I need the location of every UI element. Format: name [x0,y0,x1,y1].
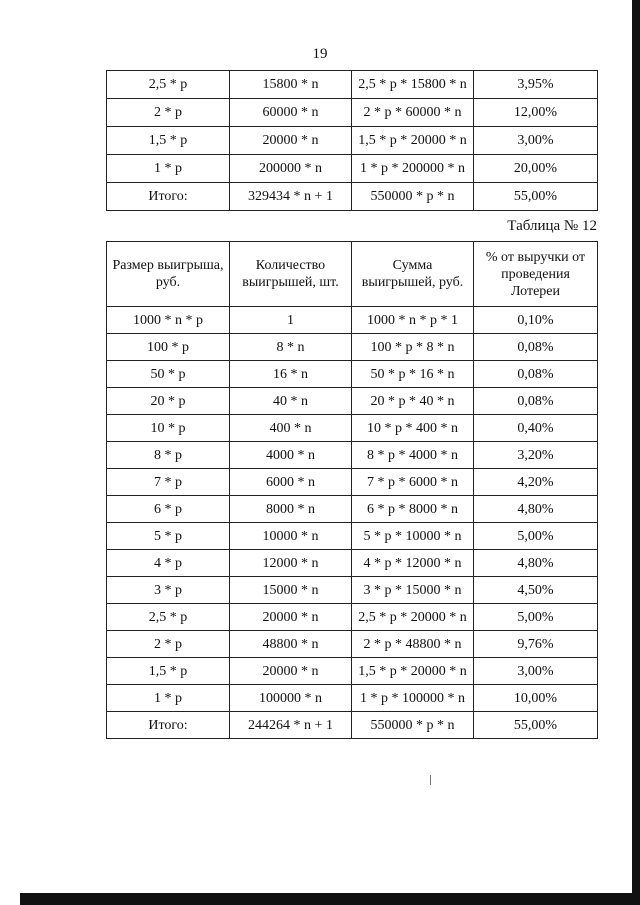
prize-count-cell: 6000 * n [230,469,352,496]
prize-sum-cell: 4 * p * 12000 * n [352,550,474,577]
prize-count-cell: 15800 * n [230,71,352,99]
header-line: выигрышей, шт. [242,275,339,290]
table-caption: Таблица № 12 [507,218,597,234]
prize-sum-cell: 2,5 * p * 20000 * n [352,604,474,631]
header-line: Размер выигрыша, [112,258,224,273]
revenue-percent-cell: 0,08% [474,334,598,361]
prize-size-cell: 20 * p [107,388,230,415]
prize-sum-cell: 7 * p * 6000 * n [352,469,474,496]
prize-size-cell: 8 * p [107,442,230,469]
prize-count-cell: 1 [230,307,352,334]
table-row [107,183,598,211]
prize-size-cell: 5 * p [107,523,230,550]
prize-count-cell: 20000 * n [230,604,352,631]
table-row [107,712,598,739]
revenue-percent-cell: 4,80% [474,550,598,577]
header-line: Количество [255,258,326,273]
table-row [107,307,598,334]
prize-count-cell: 100000 * n [230,685,352,712]
prize-count-cell: 60000 * n [230,99,352,127]
revenue-percent-cell: 0,08% [474,388,598,415]
revenue-percent-cell: 3,20% [474,442,598,469]
table-row [107,415,598,442]
header-line: проведения [501,266,570,282]
table-row [107,388,598,415]
prize-count-cell: 12000 * n [230,550,352,577]
header-prize-count [230,242,352,307]
prize-size-cell: Итого: [107,183,230,211]
prize-sum-cell: 20 * p * 40 * n [352,388,474,415]
prize-size-cell: 1,5 * p [107,127,230,155]
prize-count-cell: 16 * n [230,361,352,388]
prize-sum-cell: 8 * p * 4000 * n [352,442,474,469]
table-row [107,155,598,183]
prize-count-cell: 400 * n [230,415,352,442]
prize-sum-cell: 550000 * p * n [352,183,474,211]
prize-count-cell: 20000 * n [230,658,352,685]
revenue-percent-cell: 4,20% [474,469,598,496]
table-row [107,71,598,99]
prize-sum-cell: 1,5 * p * 20000 * n [352,658,474,685]
table-row [107,577,598,604]
scan-edge-bottom [20,893,640,905]
table-row [107,99,598,127]
header-revenue-percent [474,242,598,307]
header-prize-size [107,242,230,307]
revenue-percent-cell: 4,80% [474,496,598,523]
revenue-percent-cell: 9,76% [474,631,598,658]
header-line: Сумма [392,258,433,273]
table-row [107,442,598,469]
table-row [107,550,598,577]
prize-sum-cell: 1000 * n * p * 1 [352,307,474,334]
revenue-percent-cell: 55,00% [474,183,598,211]
prize-count-cell: 10000 * n [230,523,352,550]
page-number: 19 [312,46,328,62]
prize-sum-cell: 3 * p * 15000 * n [352,577,474,604]
scan-edge-right [632,0,640,905]
prize-sum-cell: 100 * p * 8 * n [352,334,474,361]
prize-size-cell: 4 * p [107,550,230,577]
prize-count-cell: 48800 * n [230,631,352,658]
table-row [107,631,598,658]
table-row [107,523,598,550]
prize-sum-cell: 2 * p * 48800 * n [352,631,474,658]
revenue-percent-cell: 10,00% [474,685,598,712]
prize-size-cell: 2,5 * p [107,71,230,99]
table-row [107,496,598,523]
prize-sum-cell: 50 * p * 16 * n [352,361,474,388]
prize-sum-cell: 10 * p * 400 * n [352,415,474,442]
prize-sum-cell: 1,5 * p * 20000 * n [352,127,474,155]
prize-size-cell: 1 * p [107,155,230,183]
scan-mark [430,775,431,785]
prize-size-cell: 100 * p [107,334,230,361]
prize-sum-cell: 1 * p * 100000 * n [352,685,474,712]
table-header-row [107,242,598,307]
prize-count-cell: 15000 * n [230,577,352,604]
prize-sum-cell: 2,5 * p * 15800 * n [352,71,474,99]
header-line: Лотереи [511,283,560,299]
prize-sum-cell: 6 * p * 8000 * n [352,496,474,523]
prize-size-cell: 1000 * n * p [107,307,230,334]
prize-size-cell: 1 * p [107,685,230,712]
prize-size-cell: 50 * p [107,361,230,388]
prize-sum-cell: 1 * p * 200000 * n [352,155,474,183]
table-row [107,604,598,631]
prize-count-cell: 200000 * n [230,155,352,183]
prize-sum-cell: 5 * p * 10000 * n [352,523,474,550]
revenue-percent-cell: 5,00% [474,604,598,631]
prize-count-cell: 329434 * n + 1 [230,183,352,211]
prize-count-cell: 4000 * n [230,442,352,469]
prize-size-cell: 1,5 * p [107,658,230,685]
prize-count-cell: 244264 * n + 1 [230,712,352,739]
prize-count-cell: 20000 * n [230,127,352,155]
prize-size-cell: 7 * p [107,469,230,496]
prize-size-cell: 6 * p [107,496,230,523]
table-row [107,685,598,712]
revenue-percent-cell: 12,00% [474,99,598,127]
revenue-percent-cell: 5,00% [474,523,598,550]
prize-count-cell: 8 * n [230,334,352,361]
table-continuation [106,70,598,211]
table-12 [106,241,598,739]
prize-size-cell: 2,5 * p [107,604,230,631]
table-row [107,469,598,496]
revenue-percent-cell: 0,08% [474,361,598,388]
revenue-percent-cell: 55,00% [474,712,598,739]
prize-size-cell: 2 * p [107,99,230,127]
header-line: выигрышей, руб. [361,275,464,290]
table-row [107,334,598,361]
table-row [107,127,598,155]
prize-sum-cell: 2 * p * 60000 * n [352,99,474,127]
revenue-percent-cell: 3,00% [474,127,598,155]
table-row [107,361,598,388]
prize-size-cell: 2 * p [107,631,230,658]
revenue-percent-cell: 0,40% [474,415,598,442]
revenue-percent-cell: 3,00% [474,658,598,685]
prize-count-cell: 40 * n [230,388,352,415]
header-line: руб. [155,275,181,290]
header-prize-sum [352,242,474,307]
revenue-percent-cell: 3,95% [474,71,598,99]
revenue-percent-cell: 20,00% [474,155,598,183]
header-line: % от выручки от [485,249,586,265]
prize-size-cell: 10 * p [107,415,230,442]
prize-size-cell: 3 * p [107,577,230,604]
prize-sum-cell: 550000 * p * n [352,712,474,739]
prize-count-cell: 8000 * n [230,496,352,523]
prize-size-cell: Итого: [107,712,230,739]
table-row [107,658,598,685]
revenue-percent-cell: 4,50% [474,577,598,604]
revenue-percent-cell: 0,10% [474,307,598,334]
